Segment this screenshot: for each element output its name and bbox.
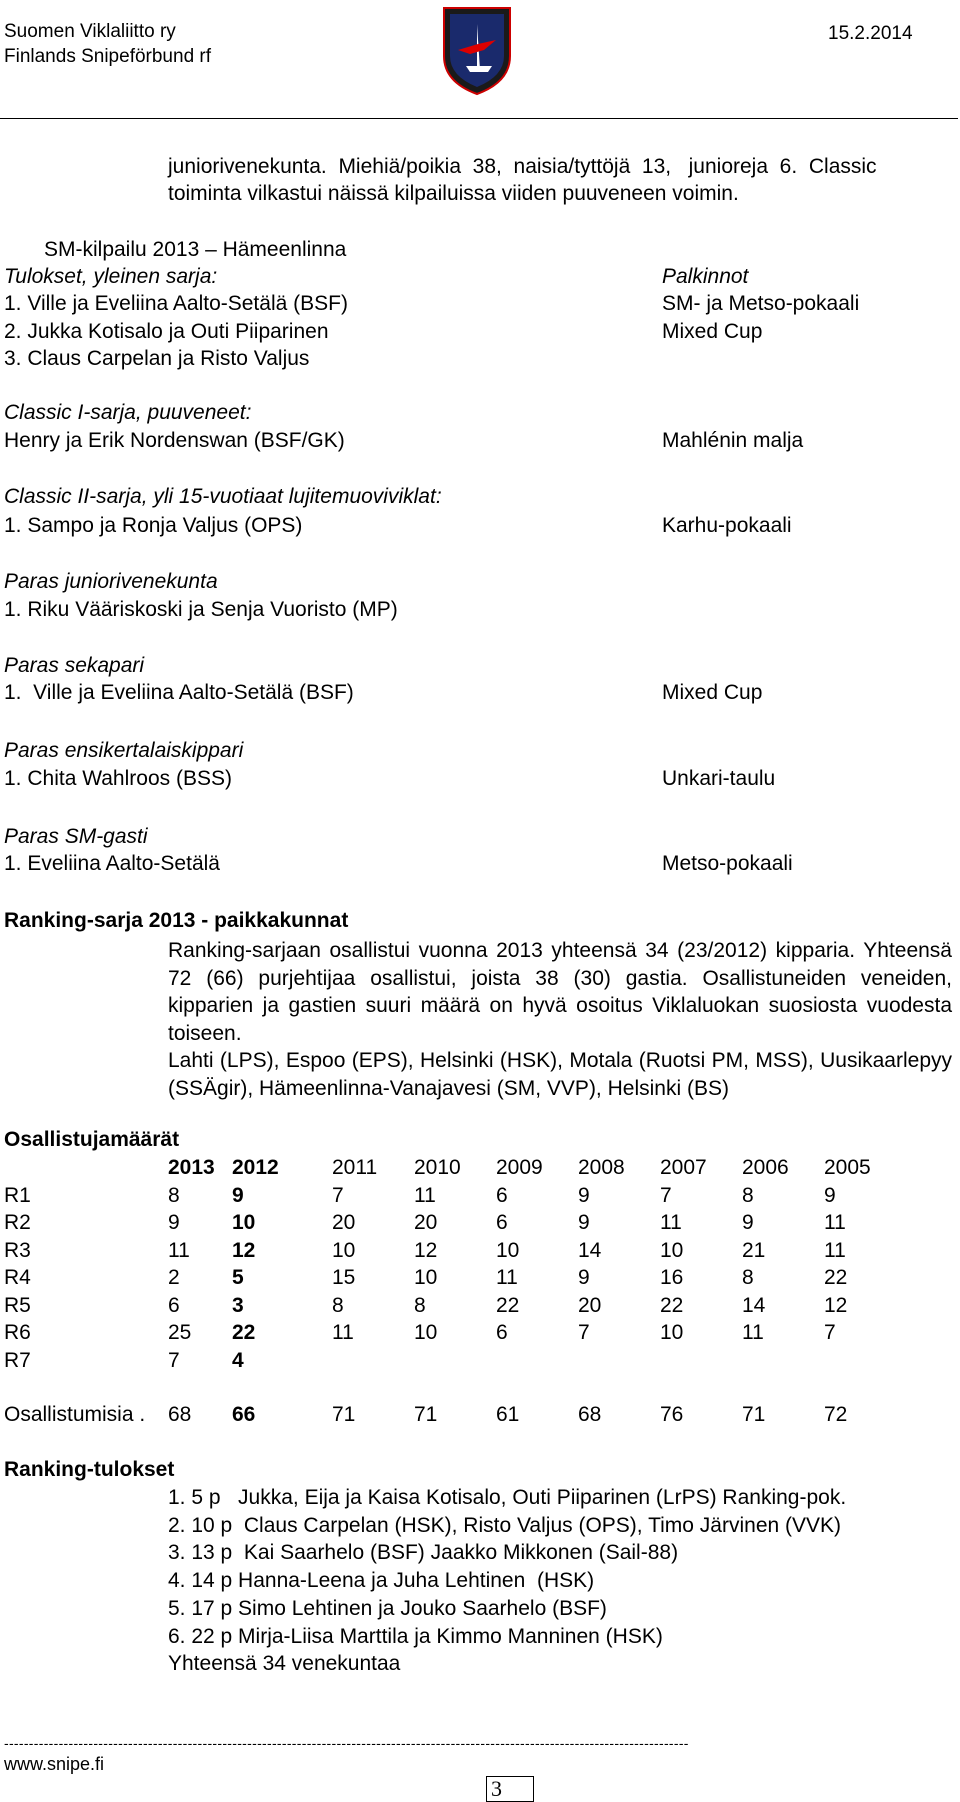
ranking-result-line: Yhteensä 34 venekuntaa — [168, 1652, 401, 1676]
table-cell: 7 — [578, 1321, 590, 1344]
table-cell: 6 — [168, 1293, 180, 1317]
total-cell: 72 — [824, 1403, 848, 1426]
total-cell: 68 — [578, 1403, 602, 1426]
page-number-box — [486, 1776, 534, 1802]
table-cell: 9 — [578, 1266, 590, 1289]
ranking-result-line: 4. 14 p Hanna-Leena ja Juha Lehtinen (HSK) — [168, 1569, 595, 1593]
section-prize: Karhu-pokaali — [662, 514, 792, 537]
year-header: 2009 — [496, 1156, 543, 1179]
table-cell: 7 — [332, 1183, 344, 1207]
table-cell: 5 — [232, 1266, 244, 1289]
org-name-sv: Finlands Snipeförbund rf — [4, 46, 212, 67]
ranking-result-line: 5. 17 p Simo Lehtinen ja Jouko Saarhelo (BSF) — [168, 1596, 607, 1620]
section-prize: Mixed Cup — [662, 681, 763, 704]
table-cell: 10 — [414, 1266, 438, 1289]
table-cell: 11 — [824, 1211, 846, 1234]
section-heading: Paras juniorivenekunta — [4, 570, 218, 593]
section-heading: Paras SM-gasti — [4, 825, 148, 848]
table-cell: 11 — [332, 1321, 354, 1344]
table-cell: 6 — [496, 1183, 508, 1207]
ranking-result-line: 1. 5 p Jukka, Eija ja Kaisa Kotisalo, Outi Piiparinen (LrPS) Ranking-pok. — [168, 1486, 847, 1509]
sm-prize-2: Mixed Cup — [662, 320, 763, 343]
section-prize: Mahlénin malja — [662, 429, 804, 452]
table-cell: 20 — [414, 1211, 438, 1234]
year-header: 2013 — [168, 1156, 215, 1179]
table-cell: 22 — [660, 1293, 684, 1317]
ranking-series-paragraph-1: Ranking-sarjaan osallistui vuonna 2013 yhteensä 34 (23/2012) kipparia. Yhteensä 72 (66) purjehtijaa osallistui, joista 38 (30) gastia. Osallistuneiden veneiden, kipparien ja gastien suuri määrä on hyvä osoitus Viklaluokan suosiosta vuodesta toiseen. — [168, 939, 952, 1045]
total-cell: 68 — [168, 1403, 192, 1426]
table-cell: 16 — [660, 1266, 684, 1289]
total-label: Osallistumisia . — [4, 1403, 146, 1426]
section-result: 1. Eveliina Aalto-Setälä — [4, 852, 220, 875]
section-result: 1. Ville ja Eveliina Aalto-Setälä (BSF) — [4, 681, 354, 704]
section-prize: Unkari-taulu — [662, 767, 776, 790]
ranking-result-line: 6. 22 p Mirja-Liisa Marttila ja Kimmo Manninen (HSK) — [168, 1624, 663, 1648]
table-cell: 11 — [824, 1238, 846, 1262]
section-result: 1. Chita Wahlroos (BSS) — [4, 767, 232, 790]
intro-line-1: juniorivenekunta. Miehiä/poikia 38, naisia/tyttöjä 13, junioreja 6. Classic — [168, 155, 877, 178]
year-header: 2008 — [578, 1156, 625, 1179]
sm-result-2: 2. Jukka Kotisalo ja Outi Piiparinen — [4, 320, 329, 343]
ranking-results-title: Ranking-tulokset — [4, 1458, 175, 1481]
year-header: 2012 — [232, 1156, 279, 1179]
header-rule — [0, 118, 958, 119]
section-heading: Classic I-sarja, puuveneet: — [4, 401, 252, 424]
sm-title: SM-kilpailu 2013 – Hämeenlinna — [44, 238, 347, 261]
table-cell: 14 — [578, 1238, 602, 1262]
row-label: R2 — [4, 1211, 31, 1234]
table-cell: 22 — [496, 1293, 520, 1317]
section-heading: Paras sekapari — [4, 654, 145, 677]
table-cell: 8 — [332, 1293, 344, 1317]
prizes-heading: Palkinnot — [662, 265, 749, 288]
row-label: R6 — [4, 1321, 31, 1344]
table-cell: 9 — [824, 1183, 836, 1207]
section-result: Henry ja Erik Nordenswan (BSF/GK) — [4, 429, 345, 452]
row-label: R4 — [4, 1266, 31, 1289]
table-cell: 22 — [824, 1266, 848, 1289]
table-cell: 8 — [742, 1266, 754, 1289]
sm-prize-1: SM- ja Metso-pokaali — [662, 292, 860, 315]
year-header: 2011 — [332, 1156, 378, 1179]
table-cell: 9 — [232, 1183, 244, 1207]
table-cell: 7 — [824, 1321, 836, 1344]
total-cell: 71 — [332, 1403, 356, 1426]
table-cell: 22 — [232, 1321, 256, 1344]
table-cell: 10 — [660, 1321, 684, 1344]
general-series-heading: Tulokset, yleinen sarja: — [4, 265, 218, 288]
table-cell: 8 — [742, 1183, 754, 1207]
total-cell: 71 — [742, 1403, 766, 1426]
ranking-series-paragraph-2: Lahti (LPS), Espoo (EPS), Helsinki (HSK), Motala (Ruotsi PM, MSS), Uusikaarlepyy (SSÄgir), Hämeenlinna-Vanajavesi (SM, VVP), Helsinki (BS) — [168, 1049, 952, 1100]
year-header: 2010 — [414, 1156, 461, 1179]
table-cell: 25 — [168, 1321, 192, 1344]
footer-dashes: ------------------------------------------------------------------------------------------------------------------------------------------ — [4, 1735, 689, 1751]
table-cell: 6 — [496, 1321, 508, 1344]
table-cell: 12 — [414, 1238, 438, 1262]
table-cell: 9 — [578, 1211, 590, 1234]
ranking-series-title: Ranking-sarja 2013 - paikkakunnat — [4, 909, 349, 932]
section-result: 1. Sampo ja Ronja Valjus (OPS) — [4, 514, 303, 537]
row-label: R3 — [4, 1238, 31, 1262]
table-cell: 6 — [496, 1211, 508, 1234]
ranking-result-line: 2. 10 p Claus Carpelan (HSK), Risto Valjus (OPS), Timo Järvinen (VVK) — [168, 1513, 842, 1537]
row-label: R5 — [4, 1293, 31, 1317]
table-cell: 15 — [332, 1266, 356, 1289]
table-cell: 11 — [414, 1183, 436, 1207]
table-cell: 10 — [414, 1321, 438, 1344]
year-header: 2006 — [742, 1156, 789, 1179]
table-cell: 9 — [742, 1211, 754, 1234]
table-cell: 11 — [496, 1266, 518, 1289]
table-cell: 10 — [496, 1238, 520, 1262]
footer-website[interactable]: www.snipe.fi — [4, 1754, 105, 1774]
table-cell: 4 — [232, 1348, 244, 1372]
total-cell: 76 — [660, 1403, 684, 1426]
table-cell: 11 — [660, 1211, 682, 1234]
table-cell: 8 — [414, 1293, 426, 1317]
row-label: R7 — [4, 1348, 31, 1372]
table-cell: 10 — [332, 1238, 356, 1262]
table-cell: 3 — [232, 1293, 244, 1317]
table-cell: 12 — [232, 1238, 256, 1262]
org-name-fi: Suomen Viklaliitto ry — [4, 21, 176, 42]
sm-result-1: 1. Ville ja Eveliina Aalto-Setälä (BSF) — [4, 292, 348, 315]
row-label: R1 — [4, 1183, 31, 1207]
section-heading: Paras ensikertalaiskippari — [4, 739, 244, 762]
table-cell: 20 — [578, 1293, 602, 1317]
year-header: 2005 — [824, 1156, 871, 1179]
intro-line-2: toiminta vilkastui näissä kilpailuissa viiden puuveneen voimin. — [168, 182, 739, 205]
ranking-result-line: 3. 13 p Kai Saarhelo (BSF) Jaakko Mikkonen (Sail-88) — [168, 1541, 679, 1565]
table-cell: 10 — [232, 1211, 256, 1234]
total-cell: 71 — [414, 1403, 438, 1426]
table-cell: 8 — [168, 1183, 180, 1207]
page-number: 3 — [491, 1776, 502, 1801]
table-cell: 20 — [332, 1211, 356, 1234]
table-cell: 7 — [168, 1348, 180, 1372]
table-cell: 21 — [742, 1238, 766, 1262]
year-header: 2007 — [660, 1156, 707, 1179]
total-cell: 61 — [496, 1403, 520, 1426]
section-prize: Metso-pokaali — [662, 852, 793, 875]
table-cell: 11 — [168, 1238, 190, 1262]
sm-result-3: 3. Claus Carpelan ja Risto Valjus — [4, 347, 310, 370]
participants-title: Osallistujamäärät — [4, 1128, 180, 1151]
table-cell: 10 — [660, 1238, 684, 1262]
section-result: 1. Riku Vääriskoski ja Senja Vuoristo (MP) — [4, 598, 398, 621]
section-heading: Classic II-sarja, yli 15-vuotiaat lujitemuoviviklat: — [4, 485, 442, 508]
table-cell: 9 — [578, 1183, 590, 1207]
table-cell: 11 — [742, 1321, 764, 1344]
document-date: 15.2.2014 — [828, 23, 913, 44]
table-cell: 14 — [742, 1293, 766, 1317]
total-cell: 66 — [232, 1403, 256, 1426]
snipe-class-logo — [440, 4, 514, 96]
table-cell: 7 — [660, 1183, 672, 1207]
table-cell: 12 — [824, 1293, 848, 1317]
table-cell: 9 — [168, 1211, 180, 1234]
table-cell: 2 — [168, 1266, 180, 1289]
